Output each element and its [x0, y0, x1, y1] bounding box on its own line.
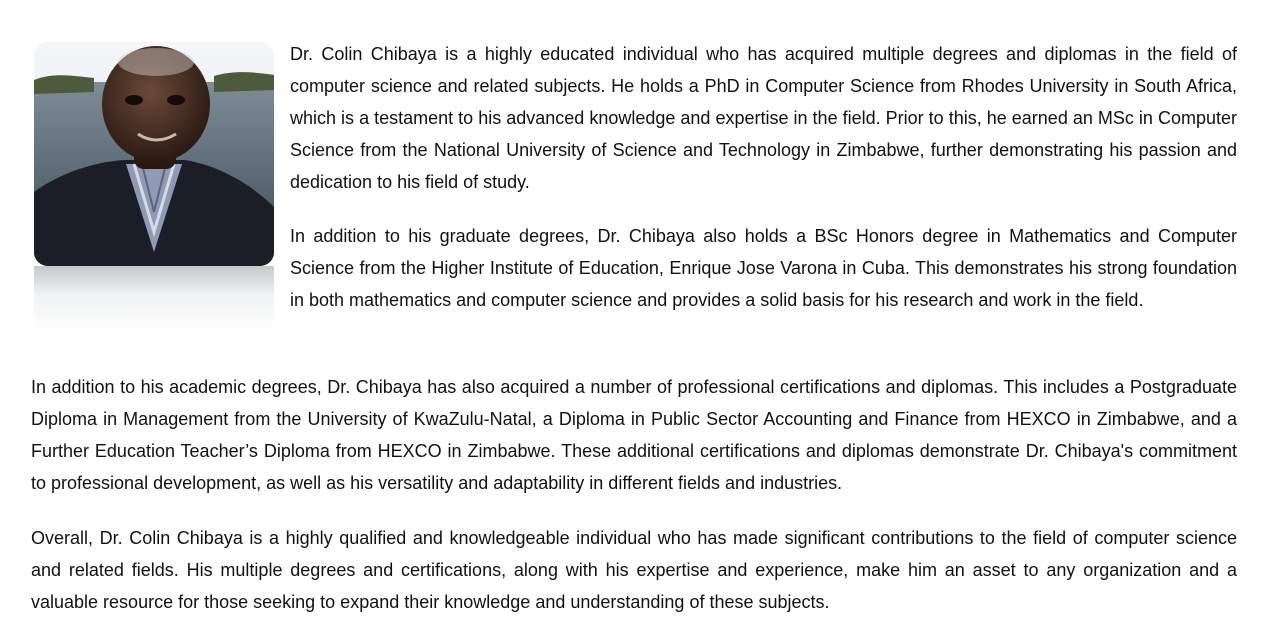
bio-paragraph-summary: Overall, Dr. Colin Chibaya is a highly qualified and knowledgeable individual who has made significant contributions to the field of computer science and related fields. His multiple degrees and certifications, along with his expertise and experience, make him an asset to any organization and a valuable resource for those seeking to expand their knowledge and understanding of these subjects.	[31, 528, 1237, 612]
bio-paragraph-certifications: In addition to his academic degrees, Dr. Chibaya has also acquired a number of professional certifications and diplomas. This includes a Postgraduate Diploma in Management from the University of KwaZulu-Natal, a Diploma in Public Sector Accounting and Finance from HEXCO in Zimbabwe, and a Further Education Teacher’s Diploma from HEXCO in Zimbabwe. These additional certifications and diplomas demonstrate Dr. Chibaya's commitment to professional development, as well as his versatility and adaptability in different fields and industries.	[31, 377, 1237, 493]
person-photo-icon	[34, 42, 274, 266]
profile-photo	[34, 42, 274, 266]
bio-paragraph-undergraduate: In addition to his graduate degrees, Dr. Chibaya also holds a BSc Honors degree in Mathematics and Computer Science from the Higher Institute of Education, Enrique Jose Varona in Cuba. This demonstrates his strong foundation in both mathematics and computer science and provides a solid basis for his research and work in the field.	[290, 226, 1237, 310]
profile-photo-container	[34, 42, 274, 332]
photo-reflection	[34, 266, 274, 332]
bio-paragraph-degrees: Dr. Colin Chibaya is a highly educated individual who has acquired multiple degrees and diplomas in the field of computer science and related subjects. He holds a PhD in Computer Science from Rhodes University in South Africa, which is a testament to his advanced knowledge and expertise in the field. Prior to this, he earned an MSc in Computer Science from the National University of Science and Technology in Zimbabwe, further demonstrating his passion and dedication to his field of study.	[290, 44, 1237, 192]
